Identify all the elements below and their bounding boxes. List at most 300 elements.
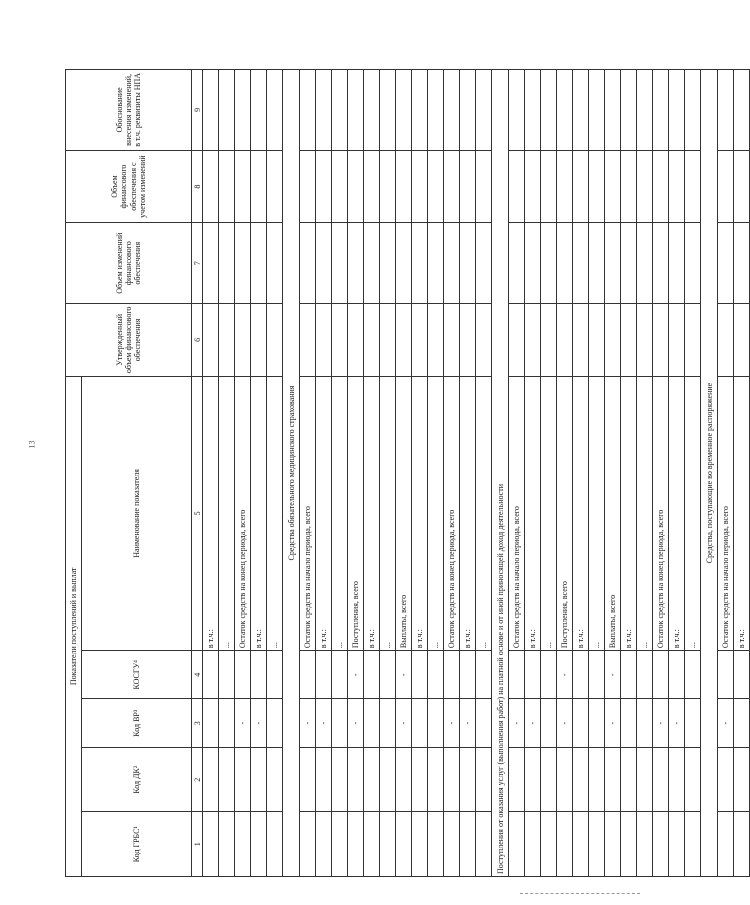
table-cell [525,747,541,812]
table-cell [203,747,219,812]
cell-vr-code [734,699,750,747]
table-row [444,70,460,877]
table-cell [573,747,589,812]
table-cell [348,747,364,812]
cell-vr-code: - [653,699,669,747]
cell-vr-code: - [605,699,621,747]
table-cell [605,812,621,877]
table-cell [364,150,380,223]
table-row [316,70,332,877]
table-cell [332,812,348,877]
table-cell [267,304,283,377]
table-row [364,70,380,877]
table-cell [734,304,750,377]
table-cell [476,747,492,812]
table-cell [267,747,283,812]
cell-kosgu [412,651,428,699]
cell-vr-code: - [300,699,316,747]
cell-indicator-name: ... [267,376,283,650]
table-cell [718,812,734,877]
table-cell [573,304,589,377]
cell-vr-code [364,699,380,747]
table-cell [734,223,750,304]
table-cell [251,747,267,812]
table-cell [267,223,283,304]
table-cell [235,812,251,877]
table-cell [718,223,734,304]
cell-kosgu [380,651,396,699]
table-cell [605,223,621,304]
table-cell [348,70,364,151]
page-number: 13 [27,440,37,449]
table-cell [428,812,444,877]
cell-indicator-name: ... [428,376,444,650]
table-cell [300,812,316,877]
table-cell [316,70,332,151]
table-cell [460,223,476,304]
cell-indicator-name: ... [380,376,396,650]
table-cell [557,812,573,877]
table-cell [525,304,541,377]
table-cell [203,812,219,877]
cell-indicator-name: в т.ч.: [669,376,685,650]
table-row [685,70,701,877]
cell-kosgu: - [396,651,412,699]
cell-kosgu [203,651,219,699]
table-body [203,70,750,877]
table-cell [203,70,219,151]
table-cell [669,747,685,812]
table-cell [573,150,589,223]
table-cell [557,747,573,812]
table-cell [476,304,492,377]
table-cell [573,70,589,151]
table-cell [669,70,685,151]
table-row [621,70,637,877]
table-cell [364,70,380,151]
table-cell [669,812,685,877]
section-header-row [492,70,509,877]
cell-indicator-name: ... [589,376,605,650]
table-cell [380,223,396,304]
table-cell [573,812,589,877]
cell-indicator-name: в т.ч.: [316,376,332,650]
table-cell [621,747,637,812]
col-number: 8 [192,150,203,223]
table-cell [509,812,525,877]
table-cell [396,223,412,304]
table-cell [605,150,621,223]
table-cell [637,812,653,877]
table-cell [734,812,750,877]
table-cell [332,304,348,377]
bottom-margin-mark [520,893,640,896]
cell-kosgu [637,651,653,699]
table-cell [251,812,267,877]
cell-kosgu: - [605,651,621,699]
cell-indicator-name: ... [685,376,701,650]
table-cell [476,812,492,877]
cell-vr-code: - [444,699,460,747]
table-cell [669,223,685,304]
table-cell [219,70,235,151]
table-cell [348,150,364,223]
table-cell [509,223,525,304]
table-cell [460,70,476,151]
table-cell [444,304,460,377]
table-cell [251,223,267,304]
cell-indicator-name: в т.ч.: [251,376,267,650]
table-cell [476,150,492,223]
table-cell [267,812,283,877]
table-cell [412,223,428,304]
section-header-row [701,70,718,877]
cell-kosgu: - [557,651,573,699]
cell-indicator-name: в т.ч.: [734,376,750,650]
cell-indicator-name: в т.ч.: [203,376,219,650]
cell-vr-code: - [460,699,476,747]
table-cell [509,150,525,223]
table-cell [219,747,235,812]
table-cell [364,223,380,304]
table-cell [444,150,460,223]
col-header-4: КОСГУ⁴ [82,651,192,699]
table-cell [669,150,685,223]
cell-indicator-name: Выплаты, всего [396,376,412,650]
col-header-3: Код ВР³ [82,699,192,747]
table-cell [396,150,412,223]
cell-indicator-name: Остаток средств на начало периода, всего [300,376,316,650]
table-cell [396,747,412,812]
cell-kosgu [718,651,734,699]
col-number: 4 [192,651,203,699]
cell-vr-code [428,699,444,747]
table-cell [316,223,332,304]
table-cell [380,150,396,223]
table-cell [300,70,316,151]
table-cell [412,70,428,151]
table-cell [621,150,637,223]
cell-kosgu [589,651,605,699]
section-title: Средства, поступающие во временное распоряжение [701,70,718,877]
table-cell [734,70,750,151]
table-cell [557,304,573,377]
table-cell [267,70,283,151]
cell-indicator-name: ... [541,376,557,650]
table-cell [444,223,460,304]
cell-vr-code [685,699,701,747]
table-cell [380,812,396,877]
cell-indicator-name: Остаток средств на конец периода, всего [235,376,251,650]
table-row [267,70,283,877]
cell-kosgu [235,651,251,699]
cell-vr-code: - [396,699,412,747]
cell-indicator-name: Остаток средств на начало периода, всего [718,376,734,650]
table-cell [509,304,525,377]
col-header-1: Код ГРБС¹ [82,812,192,877]
cell-indicator-name: ... [637,376,653,650]
table-cell [685,150,701,223]
table-cell [332,70,348,151]
cell-vr-code [219,699,235,747]
table-row [332,70,348,877]
cell-indicator-name: в т.ч.: [525,376,541,650]
col-number: 6 [192,304,203,377]
cell-indicator-name: ... [476,376,492,650]
cell-indicator-name: в т.ч.: [460,376,476,650]
col-number: 1 [192,812,203,877]
table-row [428,70,444,877]
table-row [235,70,251,877]
table-cell [525,150,541,223]
cell-kosgu [316,651,332,699]
table-row [251,70,267,877]
cell-vr-code [637,699,653,747]
table-cell [219,223,235,304]
table-cell [348,304,364,377]
table-row [460,70,476,877]
table-cell [589,223,605,304]
cell-kosgu [653,651,669,699]
col-header-8: Объем финансового обеспечения с учетом изменений [66,150,192,223]
table-cell [235,223,251,304]
table-row [557,70,573,877]
cell-kosgu [685,651,701,699]
table-row [396,70,412,877]
table-cell [621,812,637,877]
cell-vr-code: - [509,699,525,747]
table-row [219,70,235,877]
table-cell [589,747,605,812]
cell-vr-code: - [718,699,734,747]
table-cell [460,747,476,812]
table-cell [235,747,251,812]
table-cell [637,70,653,151]
table-cell [557,223,573,304]
cell-vr-code [380,699,396,747]
cell-vr-code [267,699,283,747]
table-cell [348,812,364,877]
table-cell [541,747,557,812]
table-row [300,70,316,877]
table-cell [637,150,653,223]
table-cell [219,304,235,377]
table-cell [541,812,557,877]
table-row [525,70,541,877]
table-cell [653,812,669,877]
table-cell [718,150,734,223]
table-cell [316,304,332,377]
table-cell [605,304,621,377]
table-cell [589,150,605,223]
table-cell [300,304,316,377]
table-row [541,70,557,877]
table-cell [460,812,476,877]
table-cell [380,70,396,151]
table-cell [685,812,701,877]
cell-kosgu [476,651,492,699]
cell-vr-code [621,699,637,747]
table-cell [412,150,428,223]
table-cell [541,304,557,377]
table-cell [621,304,637,377]
col-number: 5 [192,376,203,650]
table-cell [203,150,219,223]
cell-indicator-name: Выплаты, всего [605,376,621,650]
col-number: 9 [192,70,203,151]
table-cell [364,812,380,877]
table-cell [653,223,669,304]
table-cell [718,70,734,151]
table-cell [589,304,605,377]
cell-kosgu [300,651,316,699]
section-title: Средства обязательного медицинского страхования [283,70,300,877]
table-row [380,70,396,877]
table-cell [605,70,621,151]
cell-vr-code: - [235,699,251,747]
cell-vr-code: - [251,699,267,747]
col-header-2: Код ДК² [82,747,192,812]
table-cell [685,304,701,377]
table-cell [589,812,605,877]
table-row [718,70,734,877]
table-cell [653,747,669,812]
cell-kosgu [364,651,380,699]
table-cell [332,747,348,812]
table-cell [348,223,364,304]
cell-vr-code [476,699,492,747]
cell-kosgu [219,651,235,699]
cell-indicator-name: Остаток средств на конец периода, всего [653,376,669,650]
col-header-9: Обоснование внесения изменений, в т.ч. реквизиты НПА [66,70,192,151]
table-cell [380,304,396,377]
table-cell [637,223,653,304]
col-header-6: Утвержденный объем финансового обеспечения [66,304,192,377]
table-cell [734,747,750,812]
cell-vr-code [412,699,428,747]
table-cell [734,150,750,223]
group-header: Показатели поступлений и выплат [66,376,82,876]
cell-kosgu [428,651,444,699]
table-cell [251,304,267,377]
table-cell [300,747,316,812]
cell-kosgu [573,651,589,699]
cell-indicator-name: Остаток средств на начало периода, всего [509,376,525,650]
table-cell [364,304,380,377]
table-cell [541,223,557,304]
table-cell [460,304,476,377]
cell-vr-code [332,699,348,747]
table-cell [685,223,701,304]
cell-indicator-name: Поступления, всего [348,376,364,650]
cell-kosgu [251,651,267,699]
cell-kosgu: - [348,651,364,699]
table-row [605,70,621,877]
table-cell [428,150,444,223]
table-cell [685,70,701,151]
table-cell [316,812,332,877]
cell-kosgu [332,651,348,699]
table-row [637,70,653,877]
section-title: Поступления от оказания услуг (выполнения работ) на платной основе и от иной приносящей доход деятельности [492,70,509,877]
table-cell [300,150,316,223]
table-cell [525,812,541,877]
table-cell [316,150,332,223]
table-cell [621,223,637,304]
cell-vr-code [541,699,557,747]
cell-indicator-name: в т.ч.: [364,376,380,650]
table-cell [476,70,492,151]
cell-indicator-name: в т.ч.: [621,376,637,650]
table-cell [509,747,525,812]
col-number: 7 [192,223,203,304]
table-cell [476,223,492,304]
cell-vr-code: - [557,699,573,747]
table-cell [509,70,525,151]
table-cell [219,812,235,877]
cell-kosgu [669,651,685,699]
table-cell [235,304,251,377]
table-cell [718,304,734,377]
cell-vr-code: - [669,699,685,747]
table-cell [541,70,557,151]
table-cell [396,70,412,151]
table-cell [251,150,267,223]
table-cell [412,304,428,377]
table-cell [653,304,669,377]
table-cell [316,747,332,812]
table-row [509,70,525,877]
table-cell [235,70,251,151]
table-cell [557,150,573,223]
table-cell [203,304,219,377]
cell-kosgu [621,651,637,699]
table-cell [396,812,412,877]
rotated-table-container [65,69,746,877]
table-cell [637,747,653,812]
cell-vr-code [203,699,219,747]
cell-kosgu [444,651,460,699]
cell-vr-code: - [316,699,332,747]
table-cell [203,223,219,304]
table-cell [332,223,348,304]
cell-vr-code: - [525,699,541,747]
table-cell [219,150,235,223]
table-row [412,70,428,877]
table-cell [300,223,316,304]
table-cell [460,150,476,223]
cell-kosgu [267,651,283,699]
col-header-5: Наименование показателя [82,376,192,650]
cell-indicator-name: Остаток средств на конец периода, всего [444,376,460,650]
table-cell [525,70,541,151]
table-cell [428,223,444,304]
table-cell [412,747,428,812]
table-cell [444,70,460,151]
table-cell [605,747,621,812]
table-cell [364,747,380,812]
table-cell [332,150,348,223]
table-cell [428,304,444,377]
table-row [589,70,605,877]
table-cell [380,747,396,812]
table-cell [444,812,460,877]
table-cell [267,150,283,223]
table-row [653,70,669,877]
cell-indicator-name: в т.ч.: [412,376,428,650]
col-number: 2 [192,747,203,812]
table-cell [541,150,557,223]
